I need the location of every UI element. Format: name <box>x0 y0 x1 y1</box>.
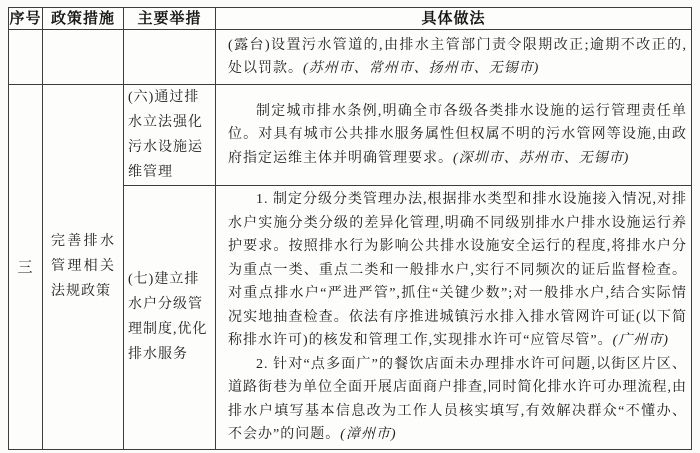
table-row-continuation <box>9 30 692 85</box>
detail-text: 制定城市排水条例,明确全市各级各类排水设施的运行管理责任单位。对具有城市公共排水服务属性但权属不明的污水管网等设施,由政府指定运维主体并明确管理要求。 <box>228 103 687 166</box>
cell-policy-empty <box>43 30 124 85</box>
detail-paragraph-1 <box>228 188 687 353</box>
header-cell-serial: 序号 <box>9 8 43 30</box>
cell-detail-continuation <box>216 30 692 85</box>
detail-text: 1. 制定分级分类管理办法,根据排水类型和排水设施接入情况,对排水户实施分类分级的差异化管理,明确不同级别排水户排水设施运行养护要求。按照排水行为影响公共排水设施安全运行的程度,将排水户分为重点一类、重点二类和一般排水户,实行不同频次的证后监督检查。对重点排水户“严进严管”,抓住“关键少数”;对一般排水户,结合实际情况实地抽查检查。依法有序推进城镇污水排入排水管网许可证(以下简称排水许可)的核发和管理工作,实现排水许可“应管尽管”。 <box>228 192 687 348</box>
cell-policy-name: 完善排水管理相关法规政策 <box>43 85 124 450</box>
header-cell-measure: 主要举措 <box>124 8 216 30</box>
detail-cities: (广州市) <box>612 333 669 348</box>
detail-text: (露台)设置污水管道的,由排水主管部门责令限期改正;逾期不改正的,处以罚款。 <box>228 37 687 76</box>
table-header-row <box>9 8 692 30</box>
cell-detail-six <box>216 85 692 186</box>
detail-paragraph <box>228 100 687 171</box>
detail-paragraph <box>228 34 687 81</box>
header-cell-policy: 政策措施 <box>43 8 124 30</box>
cell-serial-number: 三 <box>9 85 43 450</box>
detail-cities: (苏州市、常州市、扬州市、无锡市) <box>303 61 540 76</box>
detail-paragraph-2 <box>228 353 687 447</box>
detail-text: 2. 针对“点多面广”的餐饮店面未办理排水许可问题,以街区片区、道路街巷为单位全面开展店面商户排查,同时简化排水许可办理流程,由排水户填写基本信息改为工作人员核实填写,有效解决群众“不懂办、不会办”的问题。 <box>228 356 687 442</box>
cell-measure-empty <box>124 30 216 85</box>
policy-measures-table <box>8 7 692 450</box>
table-row-measure-six <box>9 85 692 186</box>
detail-cities: (深圳市、苏州市、无锡市) <box>453 150 630 166</box>
cell-detail-seven <box>216 186 692 450</box>
detail-cities: (漳州市) <box>340 427 397 442</box>
cell-measure-six: (六)通过排水立法强化污水设施运维管理 <box>124 85 216 186</box>
cell-measure-seven: (七)建立排水户分级管理制度,优化排水服务 <box>124 186 216 450</box>
cell-serial-empty <box>9 30 43 85</box>
header-cell-detail: 具体做法 <box>216 8 692 30</box>
